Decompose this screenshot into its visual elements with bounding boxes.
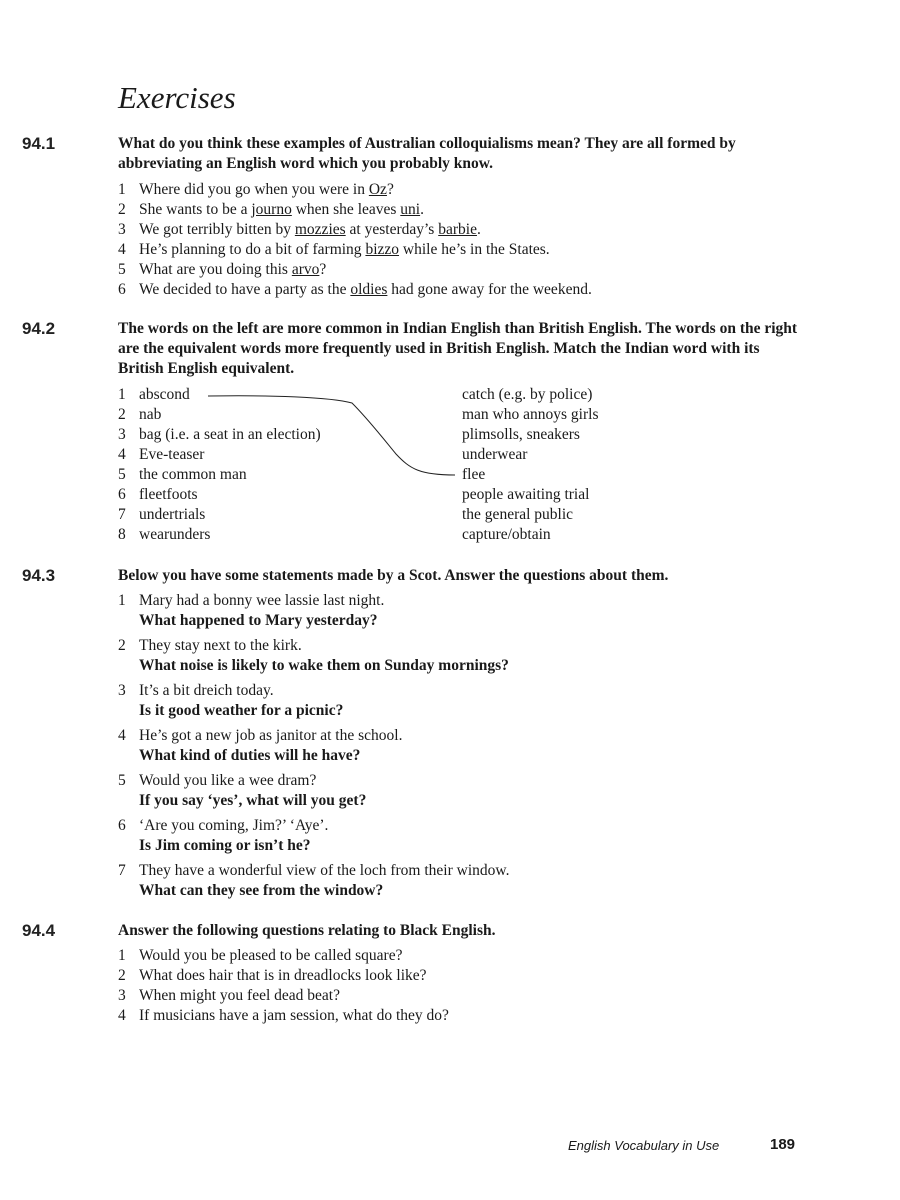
exercise-instruction: What do you think these examples of Australian colloquialisms mean? They are all formed by abbreviating an English word which you probably know. xyxy=(118,135,736,172)
list-item: 6 ‘Are you coming, Jim?’ ‘Aye’. Is Jim coming or isn’t he? xyxy=(118,817,329,854)
list-item: 2 They stay next to the kirk. What noise is likely to wake them on Sunday mornings? xyxy=(118,637,509,674)
list-item: 3 bag (i.e. a seat in an election) xyxy=(118,426,321,443)
list-item: 3 When might you feel dead beat? xyxy=(118,987,340,1004)
list-item: 1 abscond xyxy=(118,386,190,403)
list-item: the general public xyxy=(462,506,574,523)
list-item: flee xyxy=(462,466,486,483)
exercise-number: 94.4 xyxy=(22,921,56,940)
list-item: 2 She wants to be a journo when she leaves uni. xyxy=(118,201,424,218)
list-item: 3 It’s a bit dreich today. Is it good weather for a picnic? xyxy=(118,682,344,719)
list-item: 4 Eve-teaser xyxy=(118,446,205,463)
question-list xyxy=(118,946,818,1026)
exercise-number: 94.3 xyxy=(22,566,56,585)
list-item: 4 He’s planning to do a bit of farming bizzo while he’s in the States. xyxy=(118,241,550,258)
list-item: 2 What does hair that is in dreadlocks look like? xyxy=(118,967,427,984)
page-title: Exercises xyxy=(118,80,236,115)
list-item: people awaiting trial xyxy=(462,486,590,503)
list-item: 1 Would you be pleased to be called square? xyxy=(118,947,403,964)
list-item: underwear xyxy=(462,446,528,463)
list-item: 7 They have a wonderful view of the loch from their window. What can they see from the window? xyxy=(118,862,510,899)
exercise-instruction: Answer the following questions relating to Black English. xyxy=(118,922,496,939)
list-item: plimsolls, sneakers xyxy=(462,426,580,443)
exercise-instruction: The words on the left are more common in Indian English than British English. The words on the right are the equivalent words more frequently used in British English. Match the Indian word with its British English equivalent. xyxy=(118,320,798,377)
list-item: 2 nab xyxy=(118,406,162,423)
footer-page-number: 189 xyxy=(770,1136,796,1153)
list-item: 6 We decided to have a party as the oldies had gone away for the weekend. xyxy=(118,281,592,298)
list-item: 5 What are you doing this arvo? xyxy=(118,261,327,278)
list-item: 5 Would you like a wee dram? If you say ‘yes’, what will you get? xyxy=(118,772,367,809)
list-item: 4 He’s got a new job as janitor at the school. What kind of duties will he have? xyxy=(118,727,403,764)
footer-book-title: English Vocabulary in Use xyxy=(568,1138,720,1153)
list-item: 4 If musicians have a jam session, what do they do? xyxy=(118,1007,449,1024)
list-item: 6 fleetfoots xyxy=(118,486,198,503)
exercise-instruction: Below you have some statements made by a Scot. Answer the questions about them. xyxy=(118,567,669,584)
list-item: man who annoys girls xyxy=(462,406,599,423)
list-item: 8 wearunders xyxy=(118,526,211,543)
list-item: 1 Where did you go when you were in Oz? xyxy=(118,181,394,198)
statement-list xyxy=(118,591,818,906)
list-item: 7 undertrials xyxy=(118,506,206,523)
list-item: 1 Mary had a bonny wee lassie last night. What happened to Mary yesterday? xyxy=(118,592,385,629)
exercise-number: 94.2 xyxy=(22,319,56,338)
example-match-line xyxy=(0,319,900,519)
list-item: 3 We got terribly bitten by mozzies at yesterday’s barbie. xyxy=(118,221,481,238)
item-list xyxy=(118,180,818,300)
list-item: capture/obtain xyxy=(462,526,551,543)
list-item: 5 the common man xyxy=(118,466,247,483)
exercise-number: 94.1 xyxy=(22,134,56,153)
list-item: catch (e.g. by police) xyxy=(462,386,593,403)
